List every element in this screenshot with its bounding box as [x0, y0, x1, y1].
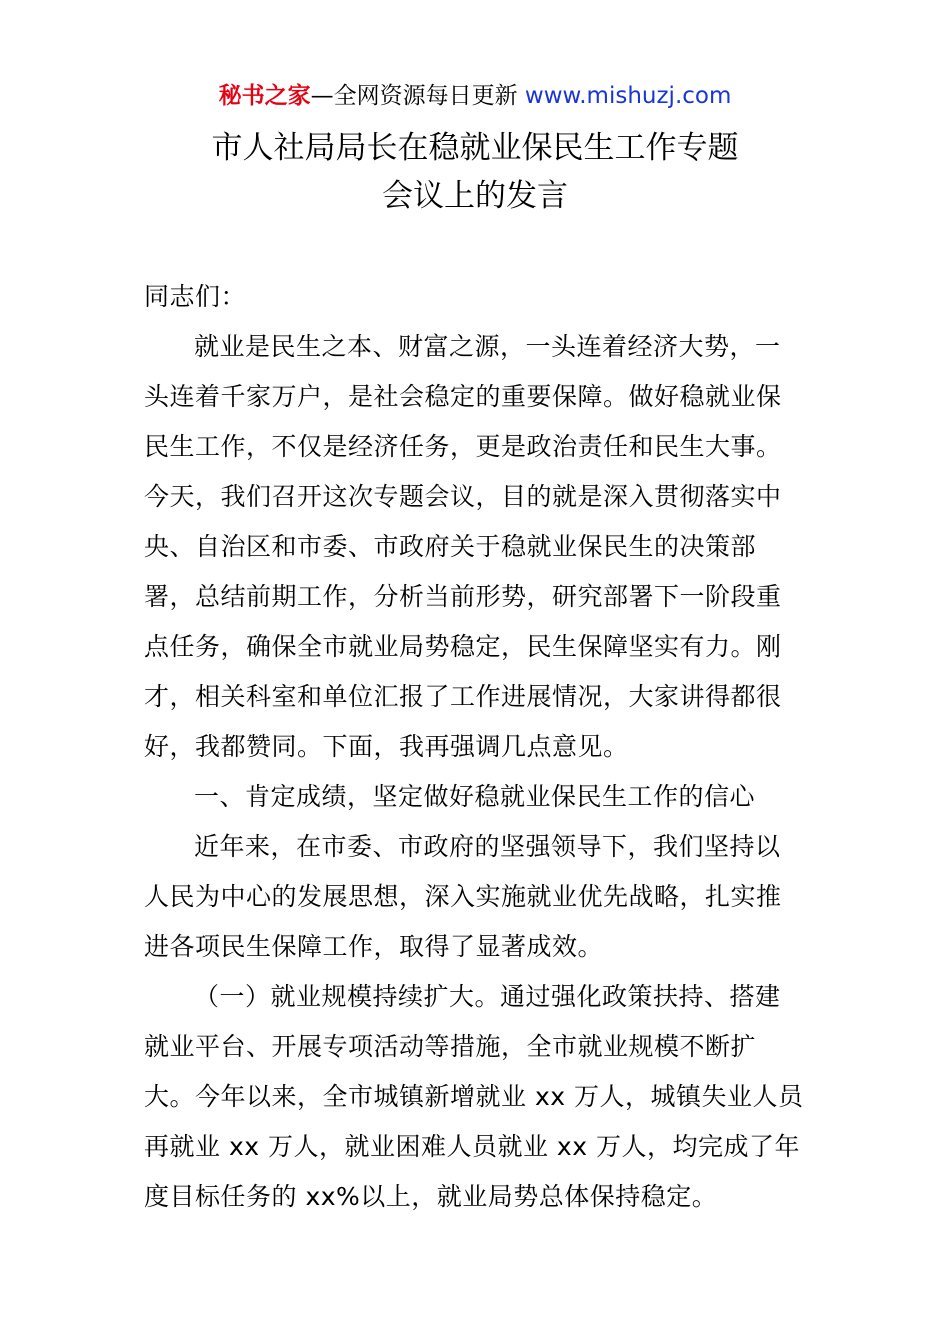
body-text-line: 近年来，在市委、市政府的坚强领导下，我们坚持以 — [194, 832, 781, 861]
body-text-line: 头连着千家万户，是社会稳定的重要保障。做好稳就业保 — [144, 382, 782, 411]
body-text-line: 再就业 xx 万人，就业困难人员就业 xx 万人，均完成了年 — [144, 1132, 800, 1161]
body-text-line: 点任务，确保全市就业局势稳定，民生保障坚实有力。刚 — [144, 632, 782, 661]
body-text-line: 今天，我们召开这次专题会议，目的就是深入贯彻落实中 — [144, 482, 782, 511]
body-text-line: 好，我都赞同。下面，我再强调几点意见。 — [144, 732, 629, 761]
body-text-line: 同志们： — [144, 282, 247, 311]
body-text-line: 大。今年以来，全市城镇新增就业 xx 万人，城镇失业人员 — [144, 1082, 804, 1111]
site-brand: 秘书之家 — [218, 83, 311, 109]
body-text-line: 人民为中心的发展思想，深入实施就业优先战略，扎实推 — [144, 882, 782, 911]
body-text-line: 度目标任务的 xx%以上，就业局势总体保持稳定。 — [144, 1182, 718, 1211]
site-url-link[interactable]: www.mishuzj.com — [524, 83, 732, 109]
document-body — [144, 272, 808, 1222]
body-text-line: 进各项民生保障工作，取得了显著成效。 — [144, 932, 604, 961]
document-title-line-1: 市人社局局长在稳就业保民生工作专题 — [211, 130, 739, 166]
body-text-line: 署，总结前期工作，分析当前形势，研究部署下一阶段重 — [144, 582, 782, 611]
body-text-line: 就业平台、开展专项活动等措施，全市就业规模不断扩 — [144, 1032, 757, 1061]
site-tagline: —全网资源每日更新 — [310, 83, 518, 109]
body-text-line: （一）就业规模持续扩大。通过强化政策扶持、搭建 — [194, 982, 781, 1011]
body-text-line: 民生工作，不仅是经济任务，更是政治责任和民生大事。 — [144, 432, 782, 461]
document-title-line-2: 会议上的发言 — [382, 178, 568, 214]
body-text-line: 就业是民生之本、财富之源，一头连着经济大势，一 — [194, 332, 781, 361]
body-text-line: 一、肯定成绩，坚定做好稳就业保民生工作的信心 — [194, 782, 756, 811]
body-text-line: 才，相关科室和单位汇报了工作进展情况，大家讲得都很 — [144, 682, 782, 711]
body-text-line: 央、自治区和市委、市政府关于稳就业保民生的决策部 — [144, 532, 757, 561]
site-header — [0, 78, 950, 114]
